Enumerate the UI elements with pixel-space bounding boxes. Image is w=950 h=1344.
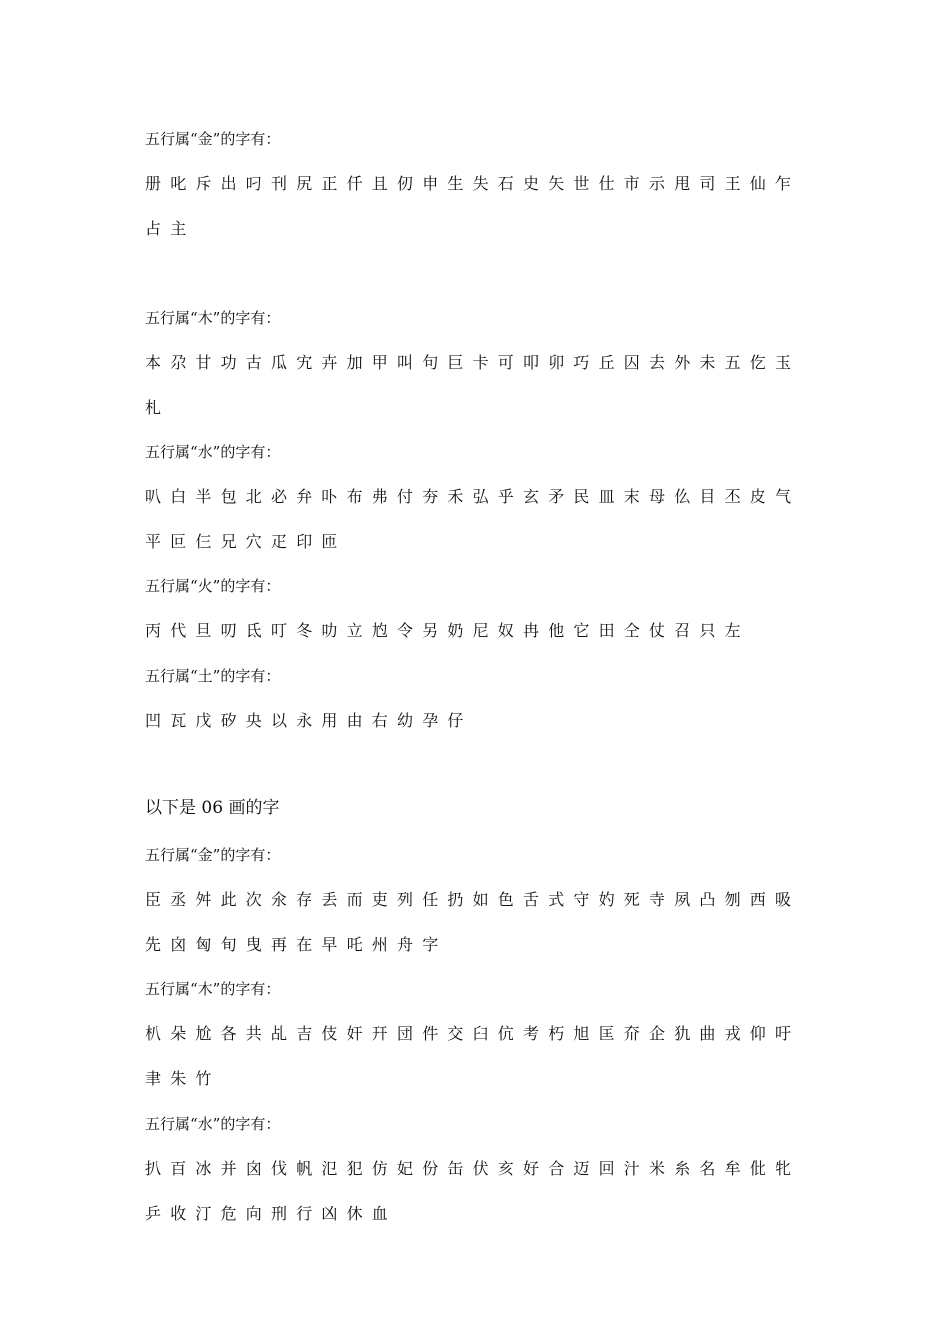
heading-6-shui: 五行属“水”的字有： xyxy=(145,1115,281,1133)
chars-5-mu-line1: 本尕甘功古瓜宄卉加甲叫句巨卡可叩卯巧丘囚去外未五仡玉 xyxy=(145,353,801,372)
chars-6-mu-line1: 朳朵尬各共乩吉伎奸幵団件交臼伉考朽旭匡夼企犰曲戎仰吁 xyxy=(145,1024,801,1043)
chars-5-shui-line1: 叭白半包北必弁卟布弗付夯禾弘乎玄矛民皿末母仫目丕皮气 xyxy=(145,487,801,506)
chars-6-jin-line1: 臣丞舛此次氽存丢而吏列任扔如色舌式守妁死寺夙凸刎西吸 xyxy=(145,890,801,909)
chars-5-jin-line1: 册叱斥出叼刊尻正仟且仞申生失石史矢世仕市示甩司王仙乍 xyxy=(145,174,801,193)
chars-5-mu-line2: 札 xyxy=(145,398,171,417)
chars-6-shui-line2: 乒收汀危向刑行凶休血 xyxy=(145,1204,398,1223)
heading-6-mu: 五行属“木”的字有： xyxy=(145,980,281,998)
chars-5-jin-line2: 占主 xyxy=(145,219,196,238)
chars-6-jin-line2: 先囟匈旬曳再在早吒州舟字 xyxy=(145,935,448,954)
heading-5-mu: 五行属“木”的字有： xyxy=(145,309,281,327)
chars-6-mu-line2: 聿朱竹 xyxy=(145,1069,221,1088)
chars-5-huo-line1: 丙代旦叨氐叮冬叻立尥令另奶尼奴冉他它田仝仗召只左 xyxy=(145,621,750,640)
heading-5-tu: 五行属“土”的字有： xyxy=(145,667,281,685)
heading-5-shui: 五行属“水”的字有： xyxy=(145,443,281,461)
chars-5-shui-line2: 平叵仨兄穴疋印匝 xyxy=(145,532,347,551)
heading-5-huo: 五行属“火”的字有： xyxy=(145,577,281,595)
chars-6-shui-line1: 扒百冰并囟伐帆氾犯仿妃份缶伏亥好合迈回汁米糸名牟仳牝 xyxy=(145,1159,801,1178)
heading-6-jin: 五行属“金”的字有： xyxy=(145,846,281,864)
section-title-6-strokes: 以下是 06 画的字 xyxy=(145,798,280,818)
chars-5-tu-line1: 凹瓦戊矽央以永用由右幼孕仔 xyxy=(145,711,473,730)
heading-5-jin: 五行属“金”的字有： xyxy=(145,130,281,148)
